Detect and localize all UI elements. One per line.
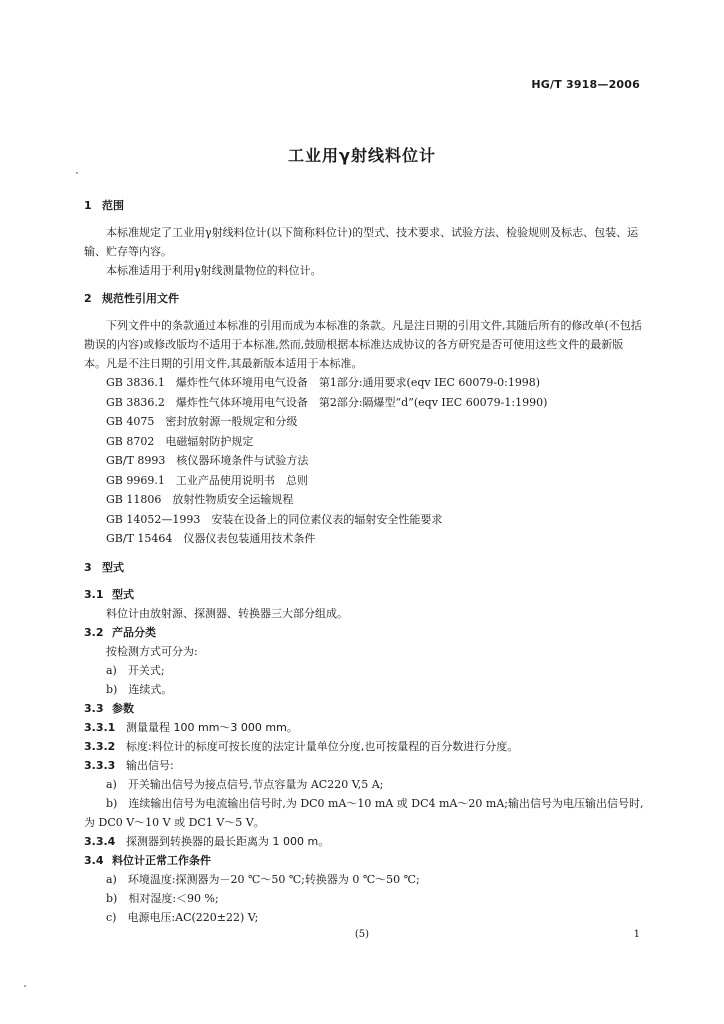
reference-item: GB/T 8993 核仪器环境条件与试验方法 xyxy=(106,454,309,467)
clause-number: 3.3.2 xyxy=(84,739,116,753)
clause-3-3-2 xyxy=(84,737,644,756)
clause-number: 3.3.4 xyxy=(84,834,116,848)
list-item: b) 连续输出信号为电流输出信号时,为 DC0 mA～10 mA 或 DC4 mA～20 mA;输出信号为电压输出信号时,为 DC0 V～10 V 或 DC1 V～5 V。 xyxy=(84,796,644,829)
section-title: 范围 xyxy=(102,199,124,212)
clause-text: 标度:料位计的标度可按长度的法定计量单位分度,也可按量程的百分数进行分度。 xyxy=(126,739,519,753)
standard-code: HG/T 3918—2006 xyxy=(531,78,640,91)
reference-item: GB 9969.1 工业产品使用说明书 总则 xyxy=(106,473,308,487)
subsection-title: 型式 xyxy=(112,587,134,601)
list-item: a) 环境温度:探测器为－20 ℃～50 ℃;转换器为 0 ℃～50 ℃; xyxy=(106,872,420,886)
subsection-number: 3.4 xyxy=(84,853,104,867)
scan-speck xyxy=(24,985,26,987)
list-item: a) 开关式; xyxy=(106,663,165,677)
paragraph: 按检测方式可分为: xyxy=(106,644,198,658)
subsection-3-4-heading xyxy=(84,851,644,870)
subsection-title: 参数 xyxy=(112,701,134,715)
paragraph: 料位计由放射源、探测器、转换器三大部分组成。 xyxy=(106,606,348,620)
section-title: 规范性引用文件 xyxy=(102,292,179,305)
footer-page-label: (5) xyxy=(354,929,370,940)
footer-page-number: 1 xyxy=(633,929,640,940)
reference-item: GB/T 15464 仪器仪表包装通用技术条件 xyxy=(106,532,316,545)
section-number: 3 xyxy=(84,560,92,574)
list-item: b) 连续式。 xyxy=(106,682,173,696)
subsection-3-1-heading xyxy=(84,585,644,604)
reference-item: GB 11806 放射性物质安全运输规程 xyxy=(106,493,294,506)
clause-text: 探测器到转换器的最长距离为 1 000 m。 xyxy=(126,834,330,848)
subsection-3-2-heading xyxy=(84,623,644,642)
reference-item: GB 3836.2 爆炸性气体环境用电气设备 第2部分:隔爆型“d”(eqv IEC 60079-1:1990) xyxy=(106,395,548,409)
document-body xyxy=(84,197,644,927)
paragraph: 本标准适用于利用γ射线测量物位的料位计。 xyxy=(106,264,322,277)
paragraph: 下列文件中的条款通过本标准的引用而成为本标准的条款。凡是注日期的引用文件,其随后所有的修改单(不包括勘误的内容)或修改版均不适用于本标准,然而,鼓励根据本标准达成协议的各方研究是否可使用这些文件的最新版本。凡是不注日期的引用文件,其最新版本适用于本标准。 xyxy=(84,319,642,370)
clause-3-3-1 xyxy=(84,718,644,737)
paragraph: 本标准规定了工业用γ射线料位计(以下简称料位计)的型式、技术要求、试验方法、检验规则及标志、包装、运输、贮存等内容。 xyxy=(84,226,639,258)
clause-text: 输出信号: xyxy=(126,758,174,772)
section-3-heading xyxy=(84,559,644,577)
clause-text: 测量量程 100 mm～3 000 mm。 xyxy=(126,720,298,734)
subsection-number: 3.1 xyxy=(84,587,104,601)
reference-item: GB 4075 密封放射源一般规定和分级 xyxy=(106,415,298,428)
subsection-title: 料位计正常工作条件 xyxy=(112,853,211,867)
subsection-title: 产品分类 xyxy=(112,625,156,639)
scan-speck xyxy=(76,172,78,174)
document-title: 工业用γ射线料位计 xyxy=(288,146,436,165)
clause-3-3-3 xyxy=(84,756,644,775)
subsection-number: 3.3 xyxy=(84,701,104,715)
section-2-heading xyxy=(84,290,644,308)
section-number: 2 xyxy=(84,292,92,305)
section-title: 型式 xyxy=(102,560,124,574)
clause-number: 3.3.3 xyxy=(84,758,116,772)
list-item: a) 开关输出信号为接点信号,节点容量为 AC220 V,5 A; xyxy=(106,777,384,791)
subsection-3-3-heading xyxy=(84,699,644,718)
clause-number: 3.3.1 xyxy=(84,720,116,734)
reference-item: GB 8702 电磁辐射防护规定 xyxy=(106,434,254,448)
list-item: c) 电源电压:AC(220±22) V; xyxy=(106,910,259,924)
reference-item: GB 3836.1 爆炸性气体环境用电气设备 第1部分:通用要求(eqv IEC 60079-0:1998) xyxy=(106,376,541,389)
clause-3-3-4 xyxy=(84,832,644,851)
section-number: 1 xyxy=(84,199,92,212)
section-1-heading xyxy=(84,197,644,215)
list-item: b) 相对湿度:＜90 %; xyxy=(106,891,219,905)
reference-list xyxy=(84,373,644,549)
subsection-number: 3.2 xyxy=(84,625,104,639)
reference-item: GB 14052—1993 安装在设备上的同位素仪表的辐射安全性能要求 xyxy=(106,512,443,526)
